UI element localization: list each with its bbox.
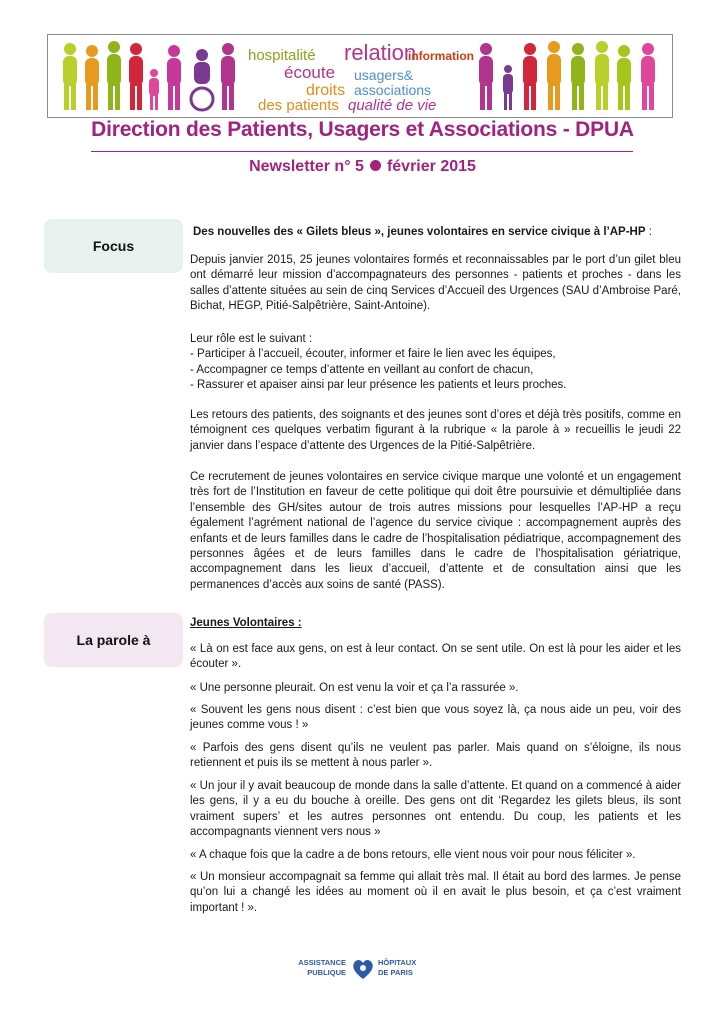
banner-word: des patients (258, 97, 339, 114)
header-banner (47, 34, 673, 118)
banner-word: écoute (284, 63, 336, 82)
banner-word: usagers& (354, 67, 414, 83)
aphp-logo (298, 956, 430, 984)
focus-heading (193, 226, 683, 238)
quote: « Une personne pleurait. On est venu la voir et ça l’a rassurée ». (190, 682, 519, 694)
section-label-parole: La parole à (44, 613, 183, 667)
logo-line: PUBLIQUE (307, 968, 346, 977)
quote: « Un jour il y avait beaucoup de monde dans la salle d’attente. Et quand on a commencé à aider les gens, il y a eu du bouche à oreille. Des gens ont dit ‘Regardez les gilets bleus, ils sont vraiment supers’ et les autres personnes ont entendu. Du coup, les patients et les accompagnants viennent vers nous » (190, 780, 681, 839)
logo-text-left (298, 958, 346, 978)
quote: « Souvent les gens nous disent : c’est bien que vous soyez là, ça nous aide un peu, voir des jeunes comme vous ! » (190, 704, 681, 732)
logo-line: DE PARIS (378, 968, 413, 977)
role-item: - Participer à l’accueil, écouter, informer et faire le lien avec les équipes, (190, 348, 556, 361)
logo-line: HÔPITAUX (378, 958, 417, 967)
people-illustration-right (474, 39, 664, 113)
role-item: - Accompagner ce temps d’attente en veillant au confort de chacun, (190, 363, 534, 376)
newsletter-date: février 2015 (386, 158, 476, 175)
quote-1 (190, 642, 681, 673)
focus-paragraph-4 (190, 470, 681, 593)
quote-6 (190, 848, 681, 863)
page-title: Direction des Patients, Usagers et Associations - DPUA (91, 118, 634, 141)
quote: « Là on est face aux gens, on est à leur contact. On se sent utile. On est là pour les aider et les écouter ». (190, 643, 681, 671)
quote-3 (190, 703, 681, 734)
banner-word: associations (354, 82, 432, 98)
banner-keywords (248, 37, 478, 115)
quote-4 (190, 741, 681, 772)
newsletter-issue (0, 158, 725, 176)
paragraph: Les retours des patients, des soignants et des jeunes sont d’ores et déjà très positifs, comme en témoignent ces quelques verbatim figurant à la rubrique « la parole à » recueillis le jeudi 22 janvier dans l’espace d’attente des Urgences de la Pitié-Salpêtrière. (190, 409, 681, 452)
focus-heading-colon: : (645, 226, 652, 238)
newsletter-number: Newsletter n° 5 (249, 158, 364, 175)
quote: « Parfois des gens disent qu’ils ne veulent pas parler. Mais quand on s’éloigne, ils nous retiennent et puis ils se mettent à nous parler ». (190, 742, 681, 770)
bullet-icon (370, 160, 381, 171)
quote-2 (190, 681, 681, 696)
logo-line: ASSISTANCE (298, 958, 346, 967)
role-item: - Rassurer et apaiser ainsi par leur présence les patients et leurs proches. (190, 379, 567, 392)
parole-heading: Jeunes Volontaires : (190, 617, 302, 629)
quote-5 (190, 779, 681, 841)
focus-paragraph-3 (190, 408, 681, 454)
logo-text-right (378, 958, 432, 978)
paragraph: Depuis janvier 2015, 25 jeunes volontaires formés et reconnaissables par le port d’un gilet bleu ont démarré leur mission d’accompagnateurs des personnes - patients et proches - dans les salles d’attente situées au sein de cinq Services d’Accueil des Urgences (SAU d’Ambroise Paré, Bichat, HEGP, Pitié-Salpêtrière, Saint-Antoine). (190, 254, 681, 313)
title-divider (91, 151, 633, 152)
quote-7 (190, 870, 681, 916)
focus-role-list (190, 332, 681, 394)
quote: « A chaque fois que la cadre a de bons retours, elle vient nous voir pour nous féliciter ». (190, 849, 636, 861)
people-illustration-left (56, 39, 246, 113)
banner-word: droits (306, 82, 346, 99)
section-label-focus: Focus (44, 219, 183, 273)
banner-word: relation (344, 40, 417, 65)
focus-heading-text: Des nouvelles des « Gilets bleus », jeunes volontaires en service civique à l’AP-HP (193, 226, 646, 238)
quote: « Un monsieur accompagnait sa femme qui allait très mal. Il était au bord des larmes. Je pense qu’on lui a changé les idées au moment où il en avait le plus besoin, et ça c’est vraiment important ! ». (190, 871, 681, 914)
banner-word: information (408, 49, 474, 63)
role-intro: Leur rôle est le suivant : (190, 333, 313, 345)
heart-icon (350, 956, 376, 982)
banner-word: hospitalité (248, 47, 316, 64)
paragraph: Ce recrutement de jeunes volontaires en service civique marque une volonté et un engagement très fort de l’Institution en faveur de cette politique qui doit être poursuivie et démultipliée dans l’ensemble des GH/sites autour de trois autres missions pour lesquelles l’AP-HP a reçu également l’agrément national de l’agence du service civique : accompagnement auprès des enfants et de leurs familles dans le cadre de l’hospitalisation pédiatrique, accompagnement des personnes âgées et de leurs familles dans le cadre de l’hospitalisation gériatrique, accompagnement dans les lieux d’accueil, d’attente et de consultation ainsi que les permanences d’accès aux soins de santé (PASS). (190, 471, 681, 591)
banner-word: qualité de vie (348, 97, 437, 114)
focus-paragraph-1 (190, 253, 681, 315)
